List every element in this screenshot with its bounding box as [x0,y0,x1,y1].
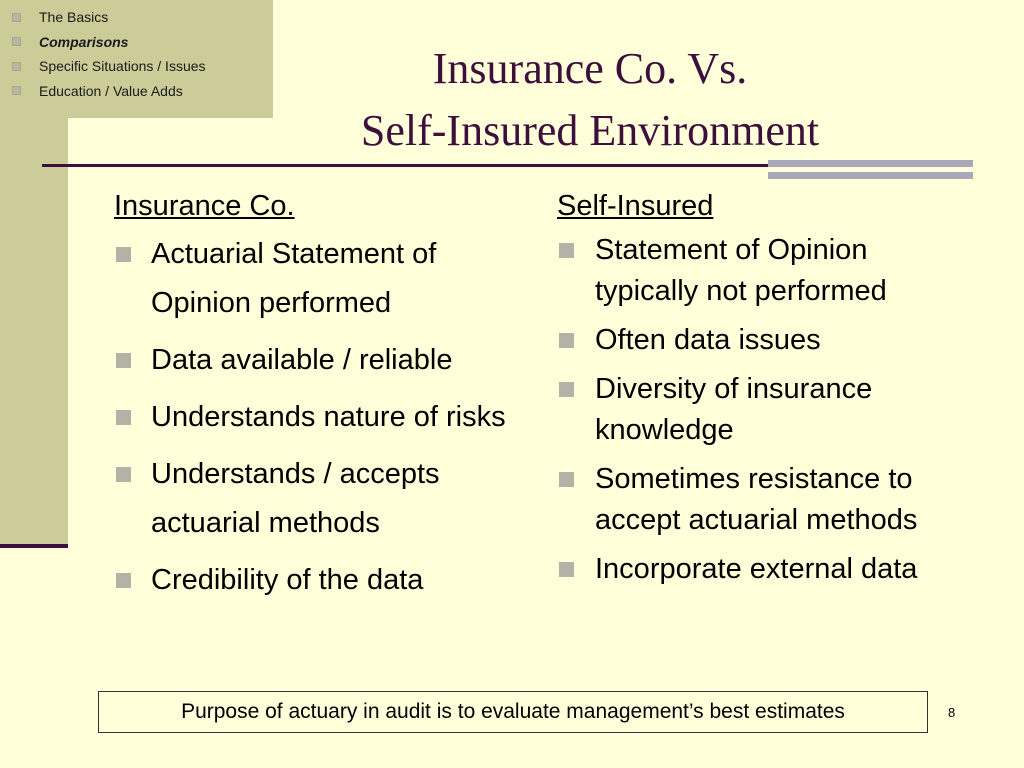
bullet-item [114,230,514,328]
nav-item-label: Education / Value Adds [39,82,183,99]
accent-bar [768,160,973,167]
bullet-square-icon [559,243,574,258]
bullet-square-icon [116,353,131,368]
bullet-text: Statement of Opinion typically not performed [595,234,887,307]
bullet-text: Diversity of insurance knowledge [595,373,873,446]
bullet-item [114,336,514,385]
insurance-co-column [114,186,514,613]
bullet-square-icon [116,247,131,262]
slide-number: 8 [948,705,956,720]
nav-item-label: Specific Situations / Issues [39,58,206,75]
bullet-item [557,320,957,361]
bullet-item [557,459,957,541]
bullet-square-icon [12,13,21,22]
bullet-square-icon [12,62,21,71]
bullet-item [557,369,957,451]
nav-list [12,5,206,103]
slide-title [280,38,900,162]
slide-title-line1: Insurance Co. Vs. [432,44,748,93]
bullet-item [557,549,957,590]
accent-bar [768,172,973,179]
nav-item-label: Comparisons [39,33,129,50]
bullet-square-icon [116,410,131,425]
bullet-text: Understands / accepts actuarial methods [151,458,440,539]
bullet-square-icon [12,86,21,95]
bullet-square-icon [116,573,131,588]
bullet-text: Credibility of the data [151,564,424,596]
bullet-square-icon [559,472,574,487]
nav-item-specific-situations[interactable] [12,54,206,79]
bullet-item [114,450,514,548]
slide-title-line2: Self-Insured Environment [360,106,820,155]
bullet-text: Actuarial Statement of Opinion performed [151,238,437,319]
bullet-text: Sometimes resistance to accept actuarial methods [595,463,918,536]
left-decor-strip [0,118,68,544]
bullet-item [114,556,514,605]
bullet-text: Data available / reliable [151,344,453,376]
column-heading: Insurance Co. [114,190,295,222]
bullet-item [557,230,957,312]
bullet-text: Understands nature of risks [151,401,506,433]
bullet-list [557,230,957,590]
footnote-text: Purpose of actuary in audit is to evaluate management’s best estimates [181,700,845,723]
left-decor-rule [0,544,68,548]
bullet-text: Often data issues [595,324,821,356]
bullet-square-icon [559,382,574,397]
nav-item-comparisons[interactable] [12,30,206,55]
bullet-item [114,393,514,442]
bullet-square-icon [12,37,21,46]
self-insured-column [557,186,957,598]
bullet-list [114,230,514,605]
nav-panel [0,0,273,118]
bullet-square-icon [116,467,131,482]
nav-item-the-basics[interactable] [12,5,206,30]
nav-item-label: The Basics [39,9,109,26]
footnote-box [98,691,928,733]
bullet-text: Incorporate external data [595,553,918,585]
bullet-square-icon [559,333,574,348]
column-heading: Self-Insured [557,190,714,222]
bullet-square-icon [559,562,574,577]
nav-item-education[interactable] [12,79,206,104]
